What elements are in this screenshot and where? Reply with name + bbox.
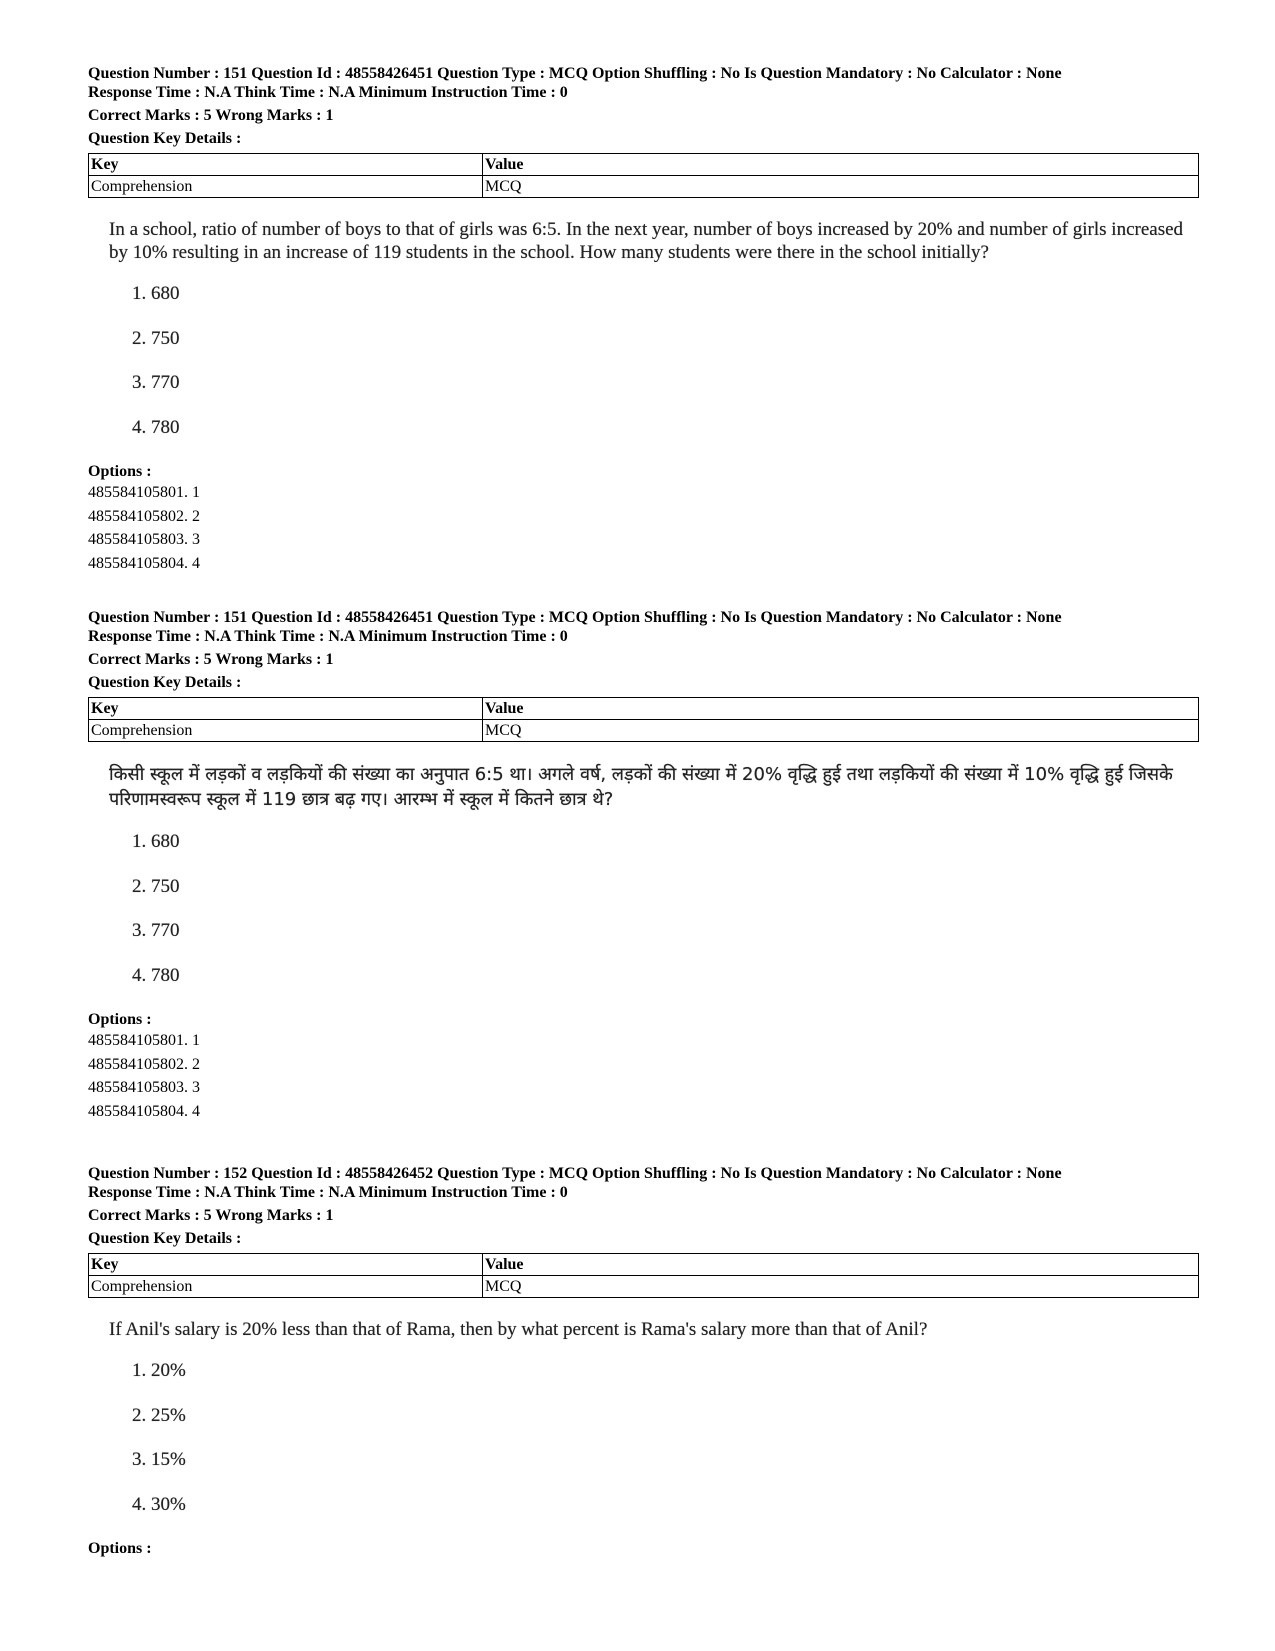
answer-choices: [132, 282, 1198, 460]
key-details-label: Question Key Details :: [88, 1230, 242, 1247]
key-table-header-row: [89, 154, 1199, 176]
value-header: Value: [483, 154, 1199, 176]
key-header: Key: [89, 154, 483, 176]
key-details-table: [88, 697, 1199, 742]
option-id-line: 485584105801. 1: [88, 1032, 200, 1050]
option-id-line: 485584105802. 2: [88, 1055, 200, 1073]
answer-choice: 3. 770: [132, 920, 180, 942]
answer-choice: 3. 15%: [132, 1449, 186, 1471]
question-timing-line: Response Time : N.A Think Time : N.A Minimum Instruction Time : 0: [88, 628, 568, 645]
key-header: Key: [89, 1254, 483, 1276]
option-id-line: 485584105803. 3: [88, 531, 200, 549]
key-table-row: [89, 720, 1199, 742]
answer-choice: 4. 780: [132, 416, 180, 438]
options-label: Options :: [88, 1011, 152, 1029]
answer-choice: 2. 750: [132, 327, 180, 349]
key-cell: Comprehension: [89, 1276, 483, 1298]
value-cell: MCQ: [483, 720, 1199, 742]
key-table-row: [89, 176, 1199, 198]
question-block-3: [88, 1164, 1198, 1558]
answer-choice: 2. 750: [132, 875, 180, 897]
key-details-label: Question Key Details :: [88, 674, 242, 691]
answer-choice: 3. 770: [132, 372, 180, 394]
option-id-line: 485584105803. 3: [88, 1079, 200, 1097]
marks-line: Correct Marks : 5 Wrong Marks : 1: [88, 107, 334, 124]
answer-choice: 1. 680: [132, 283, 180, 304]
answer-choices: [132, 830, 1198, 1008]
question-meta-line: Question Number : 151 Question Id : 48558426451 Question Type : MCQ Option Shuffling : No Is Question Mandatory : No Calculator : None: [88, 65, 1062, 82]
value-header: Value: [483, 698, 1199, 720]
options-label: Options :: [88, 463, 152, 481]
marks-line: Correct Marks : 5 Wrong Marks : 1: [88, 1207, 334, 1224]
key-table-header-row: [89, 698, 1199, 720]
answer-choice: 4. 780: [132, 964, 180, 986]
options-label: Options :: [88, 1540, 152, 1558]
key-header: Key: [89, 698, 483, 720]
answer-choice: 4. 30%: [132, 1493, 186, 1515]
key-table-row: [89, 1276, 1199, 1298]
question-block-1: [88, 64, 1198, 575]
question-timing-line: Response Time : N.A Think Time : N.A Minimum Instruction Time : 0: [88, 84, 568, 101]
option-id-line: 485584105802. 2: [88, 507, 200, 525]
key-cell: Comprehension: [89, 176, 483, 198]
option-id-line: 485584105804. 4: [88, 554, 200, 572]
marks-line: Correct Marks : 5 Wrong Marks : 1: [88, 651, 334, 668]
value-cell: MCQ: [483, 1276, 1199, 1298]
question-meta-line: Question Number : 151 Question Id : 48558426451 Question Type : MCQ Option Shuffling : No Is Question Mandatory : No Calculator : None: [88, 609, 1062, 626]
key-details-label: Question Key Details :: [88, 130, 242, 147]
answer-choice: 1. 20%: [132, 1360, 186, 1381]
question-block-2: [88, 608, 1198, 1123]
question-timing-line: Response Time : N.A Think Time : N.A Minimum Instruction Time : 0: [88, 1184, 568, 1201]
key-details-table: [88, 1253, 1199, 1298]
key-table-header-row: [89, 1254, 1199, 1276]
answer-choice: 1. 680: [132, 831, 180, 852]
question-text: किसी स्कूल में लड़कों व लड़कियों की संख्या का अनुपात 6:5 था। अगले वर्ष, लड़कों की संख्या में 20% वृद्धि हुई तथा लड़कियों की संख्या में 10% वृद्धि हुई जिसके परिणामस्वरूप स्कूल में 119 छात्र बढ़ गए। आरम्भ में स्कूल में कितने छात्र थे?: [109, 764, 1173, 810]
option-id-line: 485584105801. 1: [88, 484, 200, 502]
answer-choice: 2. 25%: [132, 1404, 186, 1426]
question-text: In a school, ratio of number of boys to that of girls was 6:5. In the next year, number of boys increased by 20% and number of girls increased by 10% resulting in an increase of 119 students in the school. How many students were there in the school initially?: [109, 219, 1184, 263]
key-cell: Comprehension: [89, 720, 483, 742]
question-text: If Anil's salary is 20% less than that of Rama, then by what percent is Rama's salary more than that of Anil?: [109, 1319, 928, 1340]
value-cell: MCQ: [483, 176, 1199, 198]
value-header: Value: [483, 1254, 1199, 1276]
question-meta-line: Question Number : 152 Question Id : 48558426452 Question Type : MCQ Option Shuffling : No Is Question Mandatory : No Calculator : None: [88, 1165, 1062, 1182]
option-id-line: 485584105804. 4: [88, 1102, 200, 1120]
answer-choices: [132, 1359, 1198, 1537]
key-details-table: [88, 153, 1199, 198]
